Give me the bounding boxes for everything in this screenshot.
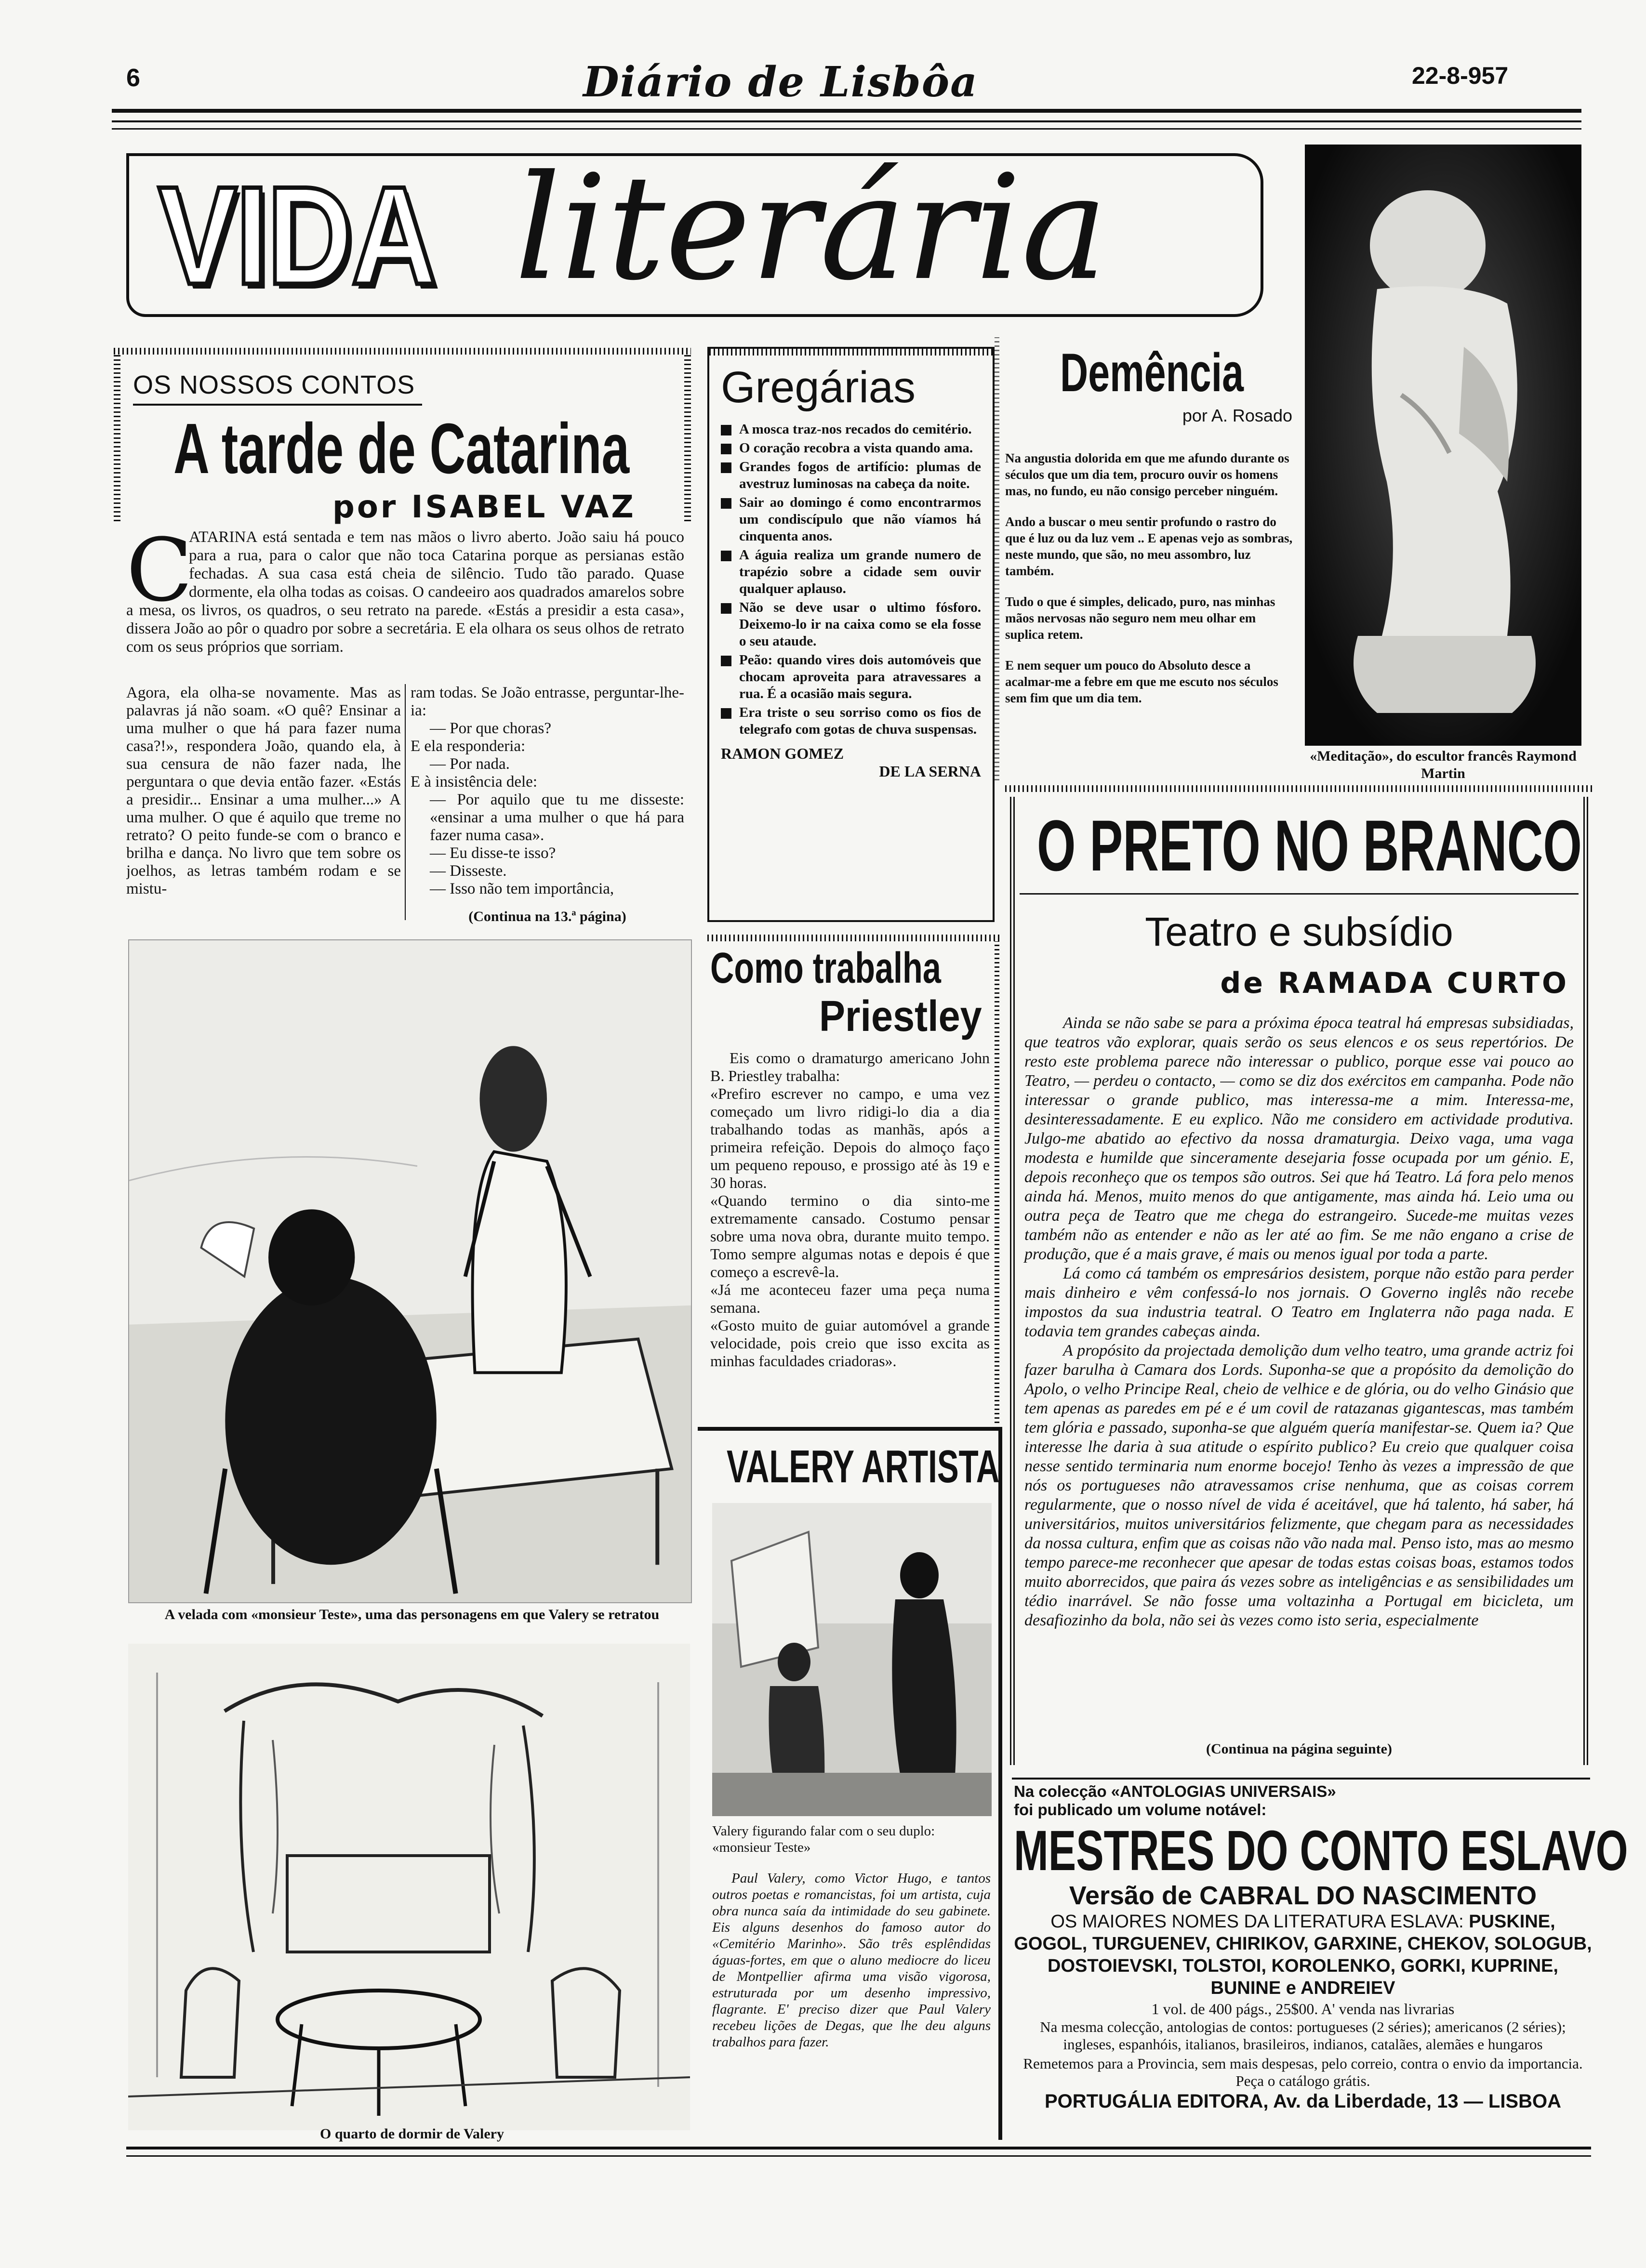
conto-col-b [411,684,684,925]
masthead-rule-thin [112,120,1581,122]
ad-colecao: Na mesma colecção, antologias de contos: portugueses (2 séries); americanos (2 séries); ingleses, espanhóis, italianos, brasileiros, indianos, catalães, alemães e hungaros [1040,2018,1566,2053]
ad-version: Versão de CABRAL DO NASCIMENTO [1069,1881,1537,1910]
sculpture-photo [1305,145,1581,746]
page-bottom-rule [126,2147,1591,2149]
gregaria-item: A águia realiza um grande numero de trapézio sobre a cidade sem ouvir qualquer aplauso. [721,547,981,597]
preto-title: O PRETO NO BRANCO [1037,805,1582,886]
demencia-byline: por A. Rosado [1182,406,1292,425]
col-b-line: ram todas. Se João entrasse, perguntar-lhe-ia: [411,684,684,719]
page-bottom-rule-thin [126,2155,1591,2157]
demencia-title: Demência [1060,343,1244,403]
preto-body [1024,1014,1574,1630]
issue-date: 22-8-957 [1412,62,1509,89]
conto-top-hatch [114,348,691,355]
ad-top-rule [1012,1778,1590,1780]
valery-photo [712,1503,992,1816]
priestley-paragraph: Eis como o dramaturgo americano John B. Priestley trabalha: [710,1049,990,1084]
preto-paragraph: Lá como cá também os empresários desistem, porque não estão para perder mais dinheiro e vêm confessá-lo nos jornais. O Governo inglês não recebe impostos da sua industria teatral. O Teatro em Inglaterra não paga nada. E todavia tem grandes cabeças ainda. [1024,1265,1574,1340]
priestley-paragraph: «Já me aconteceu fazer uma peça numa semana. [710,1281,990,1316]
col-b-line: E à insistência dele: [411,773,537,791]
gregarias-box [707,347,995,922]
ad-block [1014,1782,1628,2113]
ad-names-block [1014,1911,1592,1999]
banner-vida: VIDA [158,158,436,314]
conto-byline: por ISABEL VAZ [332,489,636,525]
col-b-line: — Por que choras? [430,720,552,737]
ad-publisher: PORTUGÁLIA EDITORA, Av. da Liberdade, 13 — LISBOA [1045,2091,1561,2112]
priestley-title-2: Priestley [819,992,982,1041]
newspaper-title: Diário de Lisbôa [583,58,978,106]
drawing-quarto [128,1644,690,2130]
conto-right-hatch [684,355,691,521]
masthead-rule [112,109,1581,113]
drawing2-caption: O quarto de dormir de Valery [320,2126,504,2142]
valery-box [698,1427,1002,2140]
col-b-line: — Por nada. [430,755,510,773]
conto-paragraph-1: ATARINA está sentada e tem nas mãos o livro aberto. João saiu há pouco para a rua, para o calor que não toca Catarina porque as persianas estão fechadas. A sua casa está cheia de silêncio. Tudo tão parado. Quase dormente, ela olha todas as coisas. O candeeiro aos quadrados amarelos sobre a mesa, os livros, os quadros, o seu retrato na parede. «Estás a presidir a esta casa», dissera João ao pôr o quadro por sobre a secretária. E ela olhara os seus olhos de retrato com os seus próprios que sorriam. [126,528,684,656]
ad-names: PUSKINE, GOGOL, TURGUENEV, CHIRIKOV, GARXINE, CHEKOV, SOLOGUB, DOSTOIEVSKI, TOLSTOI, KOROLENKO, GORKI, KUPRINE, BUNINE e ANDREIEV [1014,1912,1592,1998]
gregarias-author-2: DE LA SERNA [879,763,981,780]
conto-dropcap: C [126,520,193,621]
preto-paragraph: Ainda se não sabe se para a próxima época teatral há empresas subsidiadas, que teatros vão explorar, quais serão os seus elencos e os seus repertórios. De resto este problema parece não interessar o publico, porque esse vai pouco ao Teatro, — perdeu o contacto, — como se diz dos exércitos em campanha. Pode não interessar o grande publico, mas interessa-me a mim. Interessa-me, desinteressadamente. E eu explico. Não me considero em actividade produtiva. Julgo-me abatido ao efectivo da nossa dramaturgia. Deixo vaga, uma vaga modesta e humilde que sinceramente desejaria fosse ocupada por um génio. E, depois reconheço que os tempos são outros. Sei que há Teatro. Lá fora pelo menos ainda há. Menos, muito menos do que antigamente, mas ainda há. Leio uma ou outra peça de Teatro que me chega do estrangeiro. Sucede-me muitas vezes também não as entender e não as ler até ao fim. Se me não engano a crise de produção, que é a mais grave, é mais ou menos igual por toda a parte. [1024,1014,1574,1263]
valery-photo-caption: Valery figurando falar com o seu duplo: «monsieur Teste» [712,1823,935,1855]
col-b-line: — Eu disse-te isso? [430,844,556,862]
col-b-line: — Isso não tem importância, [430,880,614,897]
kicker-underline [133,404,422,406]
ad-intro-1: Na colecção «ANTOLOGIAS UNIVERSAIS» [1014,1782,1336,1800]
page-number: 6 [126,64,140,92]
gregaria-item: Grandes fogos de artifício: plumas de avestruz luminosas na cabeça da noite. [721,459,981,492]
gregarias-list-wrap [721,421,981,780]
drawing1-caption: A velada com «monsieur Teste», uma das personagens em que Valery se retratou [164,1607,660,1622]
priestley-paragraph: «Quando termino o dia sinto-me extremamente cansado. Costumo pensar sobre uma nova obra, durante muito tempo. Tomo sempre algumas notas e depois é que começo a escrevê-la. [710,1192,990,1280]
poem-stanza: Na angustia dolorida em que me afundo durante os séculos que um dia tem, procuro ouvir os homens mas, no fundo, eu não consigo perceber ninguém. [1005,451,1289,498]
conto-kicker: OS NOSSOS CONTOS [133,370,415,399]
gregarias-hatch [709,349,993,356]
banner-literaria: literária [515,144,1108,312]
preto-byline: de RAMADA CURTO [1220,966,1569,1000]
poem-stanza: Tudo o que é simples, delicado, puro, nas minhas mãos nervosas não seguro nem meu olhar em suplica retem. [1005,594,1275,642]
priestley-top-hatch [707,935,999,941]
poem-stanza: Ando a buscar o meu sentir profundo o rastro do que é luz ou da luz vem .. E apenas vejo as sombras, neste mundo, que são, no meu assombro, luz também. [1005,514,1293,578]
gregarias-list [721,421,981,738]
gregaria-item: O coração recobra a vista quando ama. [721,440,981,457]
valery-title: VALERY ARTISTA [727,1441,1000,1492]
ad-remessa: Remetemos para a Provincia, sem mais despesas, pelo correio, contra o envio da importancia. Peça o catálogo grátis. [1023,2055,1583,2089]
conto-col-a: Agora, ela olha-se novamente. Mas as palavras já não soam. «O quê? Ensinar a uma mulher o que há para fazer numa casa?!», respondera João, quando ela, à sua censura de não fazer nada, lhe perguntara o que devia então fazer. «Estás a presidir... Ensinar a uma mulher...» A uma mulher. O que é aquilo que treme no retrato? O peito funde-se com o branco e brilha e dança. No livro que tem sobre os joelhos, as letras também rodam e se mistu- [126,684,401,897]
conto-col-divider [405,684,406,920]
gregaria-item: Não se deve usar o ultimo fósforo. Deixemo-lo ir na caixa como se ela fosse o seu ataude. [721,599,981,650]
priestley-body [710,1049,990,1370]
gregaria-item: Era triste o seu sorriso como os fios de telegrafo com gotas de chuva suspensas. [721,704,981,738]
preto-box [1010,797,1588,1765]
preto-top-hatch [1005,785,1594,792]
conto-lead [126,520,684,656]
valery-text: Paul Valery, como Victor Hugo, e tantos outros poetas e romancistas, foi um artista, cuja obra nunca saía da intimidade do seu gabinete. Eis alguns desenhos do famoso autor do «Cemitério Marinho». São três esplêndidas águas-fortes, em que o aluno mediocre do liceu de Montpellier afirma uma visão vigorosa, estruturada por um desenho impressivo, flagrante. E' preciso dizer que Paul Valery recebeu lições de Degas, que lhe deu alguns trabalhos para fazer. [712,1871,991,2050]
ad-price: 1 vol. de 400 págs., 25$00. A' venda nas livrarias [1151,2000,1455,2017]
gregaria-item: Peão: quando vires dois automóveis que chocam aproveita para atravessares a rua. É a ocasião mais segura. [721,652,981,702]
preto-title-rule [1020,893,1579,895]
poem-stanza: E nem sequer um pouco do Absoluto desce a acalmar-me a febre em que me escuto nos séculos sem fim que um dia tem. [1005,658,1278,705]
gregarias-author: RAMON GOMEZ [721,745,844,762]
preto-continua: (Continua na página seguinte) [1206,1741,1392,1757]
priestley-right-hatch [995,941,999,1423]
gregaria-item: A mosca traz-nos recados do cemitério. [721,421,981,438]
priestley-paragraph: «Gosto muito de guiar automóvel a grande velocidade, pois creio que isso excita as minhas faculdades criadoras». [710,1317,990,1370]
conto-left-hatch [114,355,120,521]
conto-title: A tarde de Catarina [173,409,630,488]
col-b-line: — Por aquilo que tu me disseste: «ensinar a uma mulher o que há para fazer numa casa». [430,791,684,844]
vida-literaria-banner [126,144,1263,317]
preto-subtitle: Teatro e subsídio [1145,909,1453,954]
drawing-veladа [128,939,692,1603]
ad-intro-2: foi publicado um volume notável: [1014,1801,1267,1819]
demencia-left-hatch [995,337,999,780]
col-b-line: E ela responderia: [411,738,526,755]
priestley-paragraph: «Prefiro escrever no campo, e uma vez começado um livro ridigi-lo dia a dia trabalhando todas as manhãs, após a primeira refeição. Depois do almoço faço um pequeno repouso, e prossigo até às 19 e 30 horas. [710,1085,990,1191]
col-b-line: — Disseste. [430,862,507,880]
masthead-rule-thin-2 [112,128,1581,130]
ad-names-intro: OS MAIORES NOMES DA LITERATURA ESLAVA: [1050,1912,1464,1932]
gregarias-title: Gregárias [721,363,916,412]
demencia-poem [1005,450,1294,721]
ad-title: MESTRES DO CONTO ESLAVO [1014,1819,1628,1883]
priestley-title-1: Como trabalha [710,944,941,992]
sculpture-caption: «Meditação», do escultor francês Raymond Martin [1310,748,1577,781]
conto-continua: (Continua na 13.ª página) [468,909,626,924]
preto-paragraph: A propósito da projectada demolição dum velho teatro, uma grande actriz foi fazer barulha à Camara dos Lords. Suponha-se que a propósito da demolição do Apolo, o velho Principe Real, cheio de velhice e de glória, ou do velho Ginásio que tem apenas as paredes em pé e é um covil de ratazanas gigantescas, mas também tem glória e passado, suponha-se que alguém quería manifestar-se. Quem ia? Que interesse lhe daria à sua atitude o espírito publico? Eu creio que qualquer coisa nesse sentido terminaria num enorme bocejo! Tenho às vezes a impressão de que nós os portugueses não atravessamos crise nenhuma, que as coisas correm regularmente, que o nosso nível de vida é aceitável, que há talento, há saber, há universitários, muitos universitários felizmente, que chegam para as necessidades da nossa cultura, enfim que as coisas não vão nada mal. Penso isto, mas ao mesmo tempo parece-me reconhecer que apesar de todas estas coisas boas, estamos todos muito aborrecidos, que paira ás vezes sobre as inteligências e as sensibilidades um tédio inarrável. Se não fosse uma voltazinha a Portugal em bicicleta, um desafiozinho da bola, não sei às vezes como isto seria, especialmente [1024,1342,1574,1629]
gregaria-item: Sair ao domingo é como encontrarmos um condiscípulo que não víamos há cinquenta anos. [721,494,981,545]
